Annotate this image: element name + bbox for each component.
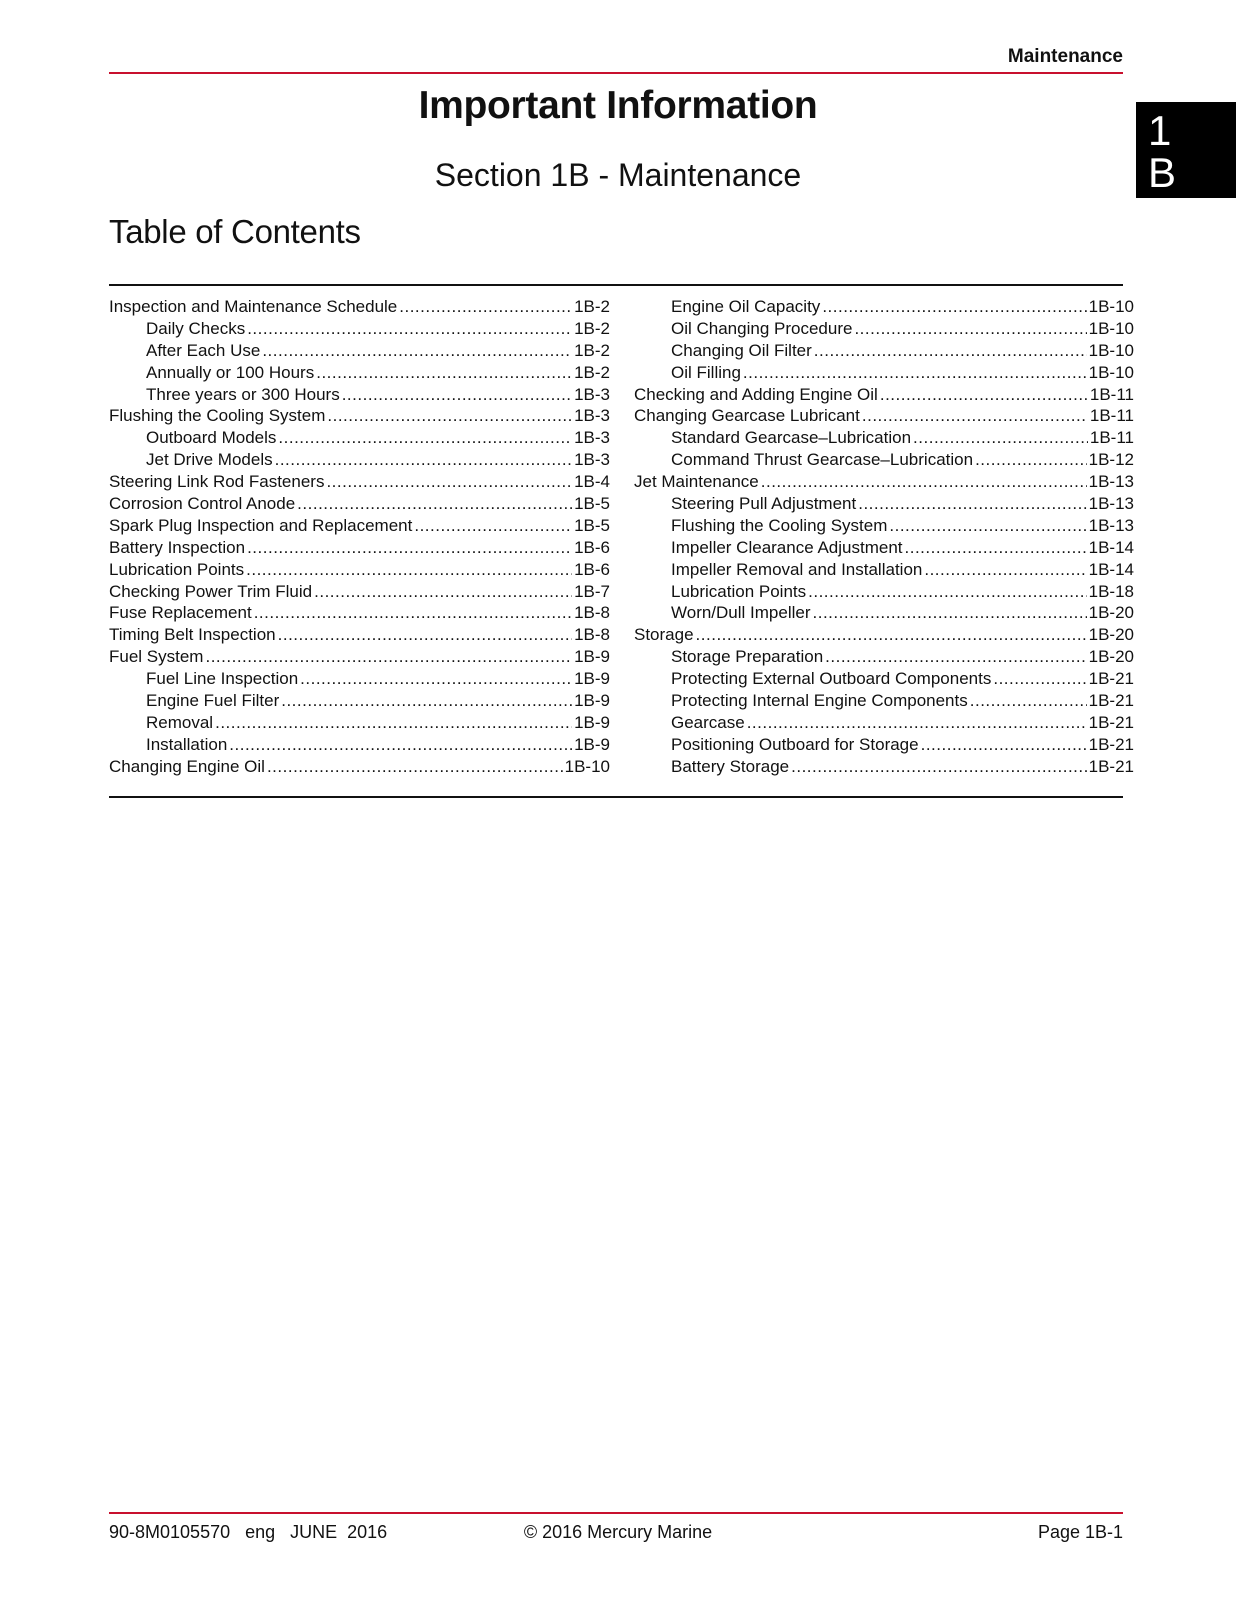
toc-dot-leader <box>825 646 1086 668</box>
toc-entry-title: Changing Oil Filter <box>671 340 812 360</box>
section-tab-number: 1 <box>1148 107 1172 154</box>
toc-entry-title: Flushing the Cooling System <box>671 515 888 535</box>
toc-entry[interactable] <box>634 384 1134 406</box>
toc-right-column <box>634 296 1134 778</box>
toc-entry-page: 1B-13 <box>1088 515 1134 535</box>
toc-entry-page: 1B-8 <box>574 625 610 645</box>
toc-entry[interactable] <box>634 427 1134 449</box>
toc-entry-title: Battery Inspection <box>109 537 246 557</box>
toc-entry[interactable] <box>634 581 1134 603</box>
toc-entry-page: 1B-11 <box>1089 384 1134 404</box>
toc-entry[interactable] <box>109 384 610 406</box>
toc-entry-page: 1B-8 <box>574 603 610 623</box>
toc-entry-page: 1B-7 <box>574 581 610 601</box>
toc-entry[interactable] <box>109 515 610 537</box>
toc-entry-title: Gearcase <box>671 712 745 732</box>
toc-entry-title: Changing Gearcase Lubricant <box>634 406 860 426</box>
toc-entry-title: Engine Fuel Filter <box>146 691 280 711</box>
toc-entry-title: Battery Storage <box>671 756 790 776</box>
toc-entry-page: 1B-9 <box>574 647 610 667</box>
toc-entry-page: 1B-2 <box>574 340 610 360</box>
toc-entry-title: Positioning Outboard for Storage <box>671 734 919 754</box>
toc-entry[interactable] <box>109 756 610 778</box>
toc-entry[interactable] <box>109 340 610 362</box>
toc-entry[interactable] <box>109 646 610 668</box>
toc-entry-title: Spark Plug Inspection and Replacement <box>109 515 413 535</box>
toc-entry-page: 1B-18 <box>1088 581 1134 601</box>
toc-dot-leader <box>278 624 572 646</box>
toc-entry-page: 1B-9 <box>574 669 610 689</box>
toc-entry-title: Oil Changing Procedure <box>671 318 853 338</box>
toc-entry-page: 1B-21 <box>1088 734 1134 754</box>
section-tab <box>1136 102 1236 198</box>
toc-dot-leader <box>696 624 1087 646</box>
toc-entry-page: 1B-2 <box>574 318 610 338</box>
toc-dot-leader <box>889 515 1086 537</box>
toc-heading: Table of Contents <box>109 213 361 250</box>
section-tab-letter: B <box>1148 149 1177 196</box>
toc-bottom-rule <box>109 796 1123 798</box>
toc-dot-leader <box>924 559 1086 581</box>
toc-entry[interactable] <box>109 362 610 384</box>
toc-entry-page: 1B-20 <box>1088 647 1134 667</box>
toc-entry-title: Impeller Removal and Installation <box>671 559 923 579</box>
toc-dot-leader <box>858 493 1086 515</box>
toc-entry-page: 1B-2 <box>574 362 610 382</box>
toc-entry[interactable] <box>634 668 1134 690</box>
toc-entry-title: Impeller Clearance Adjustment <box>671 537 903 557</box>
toc-dot-leader <box>743 362 1087 384</box>
toc-entry-page: 1B-11 <box>1089 406 1134 426</box>
toc-dot-leader <box>970 690 1087 712</box>
toc-dot-leader <box>246 559 572 581</box>
toc-entry-page: 1B-9 <box>574 712 610 732</box>
toc-dot-leader <box>254 602 572 624</box>
toc-entry[interactable] <box>109 624 610 646</box>
toc-entry[interactable] <box>109 668 610 690</box>
toc-entry-page: 1B-6 <box>574 559 610 579</box>
toc-entry-page: 1B-2 <box>574 297 610 316</box>
toc-dot-leader <box>913 427 1088 449</box>
toc-entry[interactable] <box>109 471 610 493</box>
toc-dot-leader <box>262 340 572 362</box>
toc-entry-title: Corrosion Control Anode <box>109 494 296 514</box>
toc-entry-title: Fuel Line Inspection <box>146 669 299 689</box>
toc-entry[interactable] <box>634 471 1134 493</box>
footer-page-number: Page 1B-1 <box>1037 1522 1123 1542</box>
toc-entry-page: 1B-11 <box>1089 428 1134 448</box>
toc-entry-title: Annually or 100 Hours <box>146 362 315 382</box>
toc-entry-title: Removal <box>146 712 214 732</box>
toc-dot-leader <box>921 734 1087 756</box>
toc-entry-page: 1B-4 <box>574 472 610 492</box>
toc-dot-leader <box>342 384 572 406</box>
toc-dot-leader <box>993 668 1086 690</box>
toc-entry-page: 1B-14 <box>1088 559 1134 579</box>
toc-dot-leader <box>267 756 563 778</box>
toc-entry-page: 1B-21 <box>1088 669 1134 689</box>
toc-entry-page: 1B-10 <box>564 756 610 776</box>
toc-entry[interactable] <box>109 318 610 340</box>
toc-entry-title: Checking and Adding Engine Oil <box>634 384 878 404</box>
toc-dot-leader <box>314 581 572 603</box>
toc-entry-title: Worn/Dull Impeller <box>671 603 811 623</box>
toc-entry-title: Jet Maintenance <box>634 472 759 492</box>
toc-entry[interactable] <box>634 602 1134 624</box>
toc-dot-leader <box>808 581 1086 603</box>
toc-entry[interactable] <box>634 712 1134 734</box>
toc-entry-title: Outboard Models <box>146 428 277 448</box>
page-title: Important Information <box>418 84 818 127</box>
toc-entry-page: 1B-10 <box>1088 340 1134 360</box>
toc-entry[interactable] <box>634 537 1134 559</box>
toc-entry-page: 1B-6 <box>574 537 610 557</box>
toc-entry[interactable] <box>634 734 1134 756</box>
toc-dot-leader <box>316 362 572 384</box>
toc-entry-title: Protecting External Outboard Components <box>671 669 992 689</box>
toc-entry[interactable] <box>109 537 610 559</box>
toc-dot-leader <box>247 318 572 340</box>
toc-entry-title: Installation <box>146 734 228 754</box>
toc-entry[interactable] <box>634 690 1134 712</box>
toc-dot-leader <box>275 449 572 471</box>
toc-entry[interactable] <box>109 493 610 515</box>
toc-top-rule <box>109 284 1123 286</box>
toc-entry-title: Standard Gearcase–Lubrication <box>671 428 912 448</box>
toc-entry-title: Three years or 300 Hours <box>146 384 340 404</box>
toc-entry-title: After Each Use <box>146 340 261 360</box>
toc-entry[interactable] <box>634 559 1134 581</box>
toc-entry-page: 1B-20 <box>1088 603 1134 623</box>
toc-entry[interactable] <box>109 427 610 449</box>
footer-rule <box>109 1512 1123 1514</box>
toc-entry[interactable] <box>634 646 1134 668</box>
toc-entry[interactable] <box>634 296 1134 318</box>
toc-entry-title: Engine Oil Capacity <box>671 297 821 316</box>
toc-entry-page: 1B-14 <box>1088 537 1134 557</box>
toc-dot-leader <box>281 690 572 712</box>
section-subtitle: Section 1B - Maintenance <box>434 157 802 193</box>
toc-entry-title: Checking Power Trim Fluid <box>109 581 313 601</box>
toc-entry-title: Jet Drive Models <box>146 450 273 470</box>
toc-entry[interactable] <box>634 515 1134 537</box>
toc-entry-page: 1B-13 <box>1088 494 1134 514</box>
header-rule <box>109 72 1123 74</box>
toc-dot-leader <box>862 405 1088 427</box>
toc-dot-leader <box>326 471 572 493</box>
toc-dot-leader <box>813 602 1087 624</box>
toc-entry-page: 1B-5 <box>574 494 610 514</box>
toc-entry[interactable] <box>634 756 1134 778</box>
toc-dot-leader <box>975 449 1087 471</box>
toc-dot-leader <box>880 384 1088 406</box>
toc-entry-title: Fuel System <box>109 647 204 667</box>
toc-entry-page: 1B-3 <box>574 406 610 426</box>
toc-entry-title: Steering Pull Adjustment <box>671 494 857 514</box>
toc-entry-page: 1B-3 <box>574 384 610 404</box>
toc-dot-leader <box>399 296 572 318</box>
toc-entry[interactable] <box>634 493 1134 515</box>
toc-entry-page: 1B-21 <box>1088 712 1134 732</box>
toc-entry[interactable] <box>109 602 610 624</box>
toc-entry-title: Lubrication Points <box>109 559 245 579</box>
toc-dot-leader <box>854 318 1086 340</box>
toc-entry-page: 1B-10 <box>1088 362 1134 382</box>
toc-entry-title: Timing Belt Inspection <box>109 625 276 645</box>
toc-entry[interactable] <box>634 340 1134 362</box>
toc-entry[interactable] <box>634 405 1134 427</box>
toc-entry-title: Steering Link Rod Fasteners <box>109 472 325 492</box>
toc-entry-page: 1B-21 <box>1088 756 1134 776</box>
toc-entry-page: 1B-13 <box>1088 472 1134 492</box>
toc-dot-leader <box>215 712 572 734</box>
toc-entry[interactable] <box>634 318 1134 340</box>
toc-entry-page: 1B-10 <box>1088 318 1134 338</box>
toc-entry[interactable] <box>109 449 610 471</box>
toc-dot-leader <box>747 712 1087 734</box>
toc-left-column <box>109 296 610 778</box>
toc-entry-page: 1B-9 <box>574 734 610 754</box>
toc-entry-title: Oil Filling <box>671 362 741 382</box>
toc-entry[interactable] <box>109 734 610 756</box>
toc-dot-leader <box>229 734 572 756</box>
toc-entry[interactable] <box>109 690 610 712</box>
footer-doc-number: 90-8M0105570 eng JUNE 2016 <box>109 1522 388 1542</box>
toc-entry[interactable] <box>109 559 610 581</box>
toc-dot-leader <box>905 537 1087 559</box>
toc-entry[interactable] <box>634 362 1134 384</box>
toc-entry-page: 1B-21 <box>1088 691 1134 711</box>
running-header: Maintenance <box>1007 46 1123 67</box>
toc-entry-title: Changing Engine Oil <box>109 756 265 776</box>
toc-entry-title: Daily Checks <box>146 318 246 338</box>
toc-entry-page: 1B-5 <box>574 515 610 535</box>
toc-entry[interactable] <box>109 405 610 427</box>
toc-dot-leader <box>327 405 572 427</box>
toc-dot-leader <box>791 756 1087 778</box>
toc-entry-title: Fuse Replacement <box>109 603 252 623</box>
toc-entry-title: Flushing the Cooling System <box>109 406 326 426</box>
toc-entry[interactable] <box>634 449 1134 471</box>
toc-dot-leader <box>761 471 1087 493</box>
toc-entry-page: 1B-20 <box>1088 625 1134 645</box>
toc-dot-leader <box>278 427 572 449</box>
toc-entry-title: Storage <box>634 625 694 645</box>
toc-dot-leader <box>297 493 572 515</box>
toc-entry-page: 1B-9 <box>574 691 610 711</box>
toc-entry-title: Storage Preparation <box>671 647 824 667</box>
toc-dot-leader <box>414 515 572 537</box>
toc-entry-page: 1B-10 <box>1088 297 1134 316</box>
toc-entry-title: Command Thrust Gearcase–Lubrication <box>671 450 974 470</box>
toc-entry-page: 1B-12 <box>1088 450 1134 470</box>
toc-dot-leader <box>814 340 1087 362</box>
toc-entry[interactable] <box>109 581 610 603</box>
toc-entry[interactable] <box>109 712 610 734</box>
toc-entry-title: Lubrication Points <box>671 581 807 601</box>
toc-dot-leader <box>822 296 1086 318</box>
toc-entry[interactable] <box>634 624 1134 646</box>
toc-dot-leader <box>205 646 572 668</box>
toc-entry-title: Inspection and Maintenance Schedule <box>109 297 398 316</box>
toc-entry-page: 1B-3 <box>574 428 610 448</box>
toc-entry[interactable] <box>109 296 610 318</box>
toc-dot-leader <box>247 537 572 559</box>
toc-dot-leader <box>300 668 572 690</box>
footer-copyright: © 2016 Mercury Marine <box>523 1522 713 1542</box>
toc-entry-page: 1B-3 <box>574 450 610 470</box>
toc-entry-title: Protecting Internal Engine Components <box>671 691 968 711</box>
